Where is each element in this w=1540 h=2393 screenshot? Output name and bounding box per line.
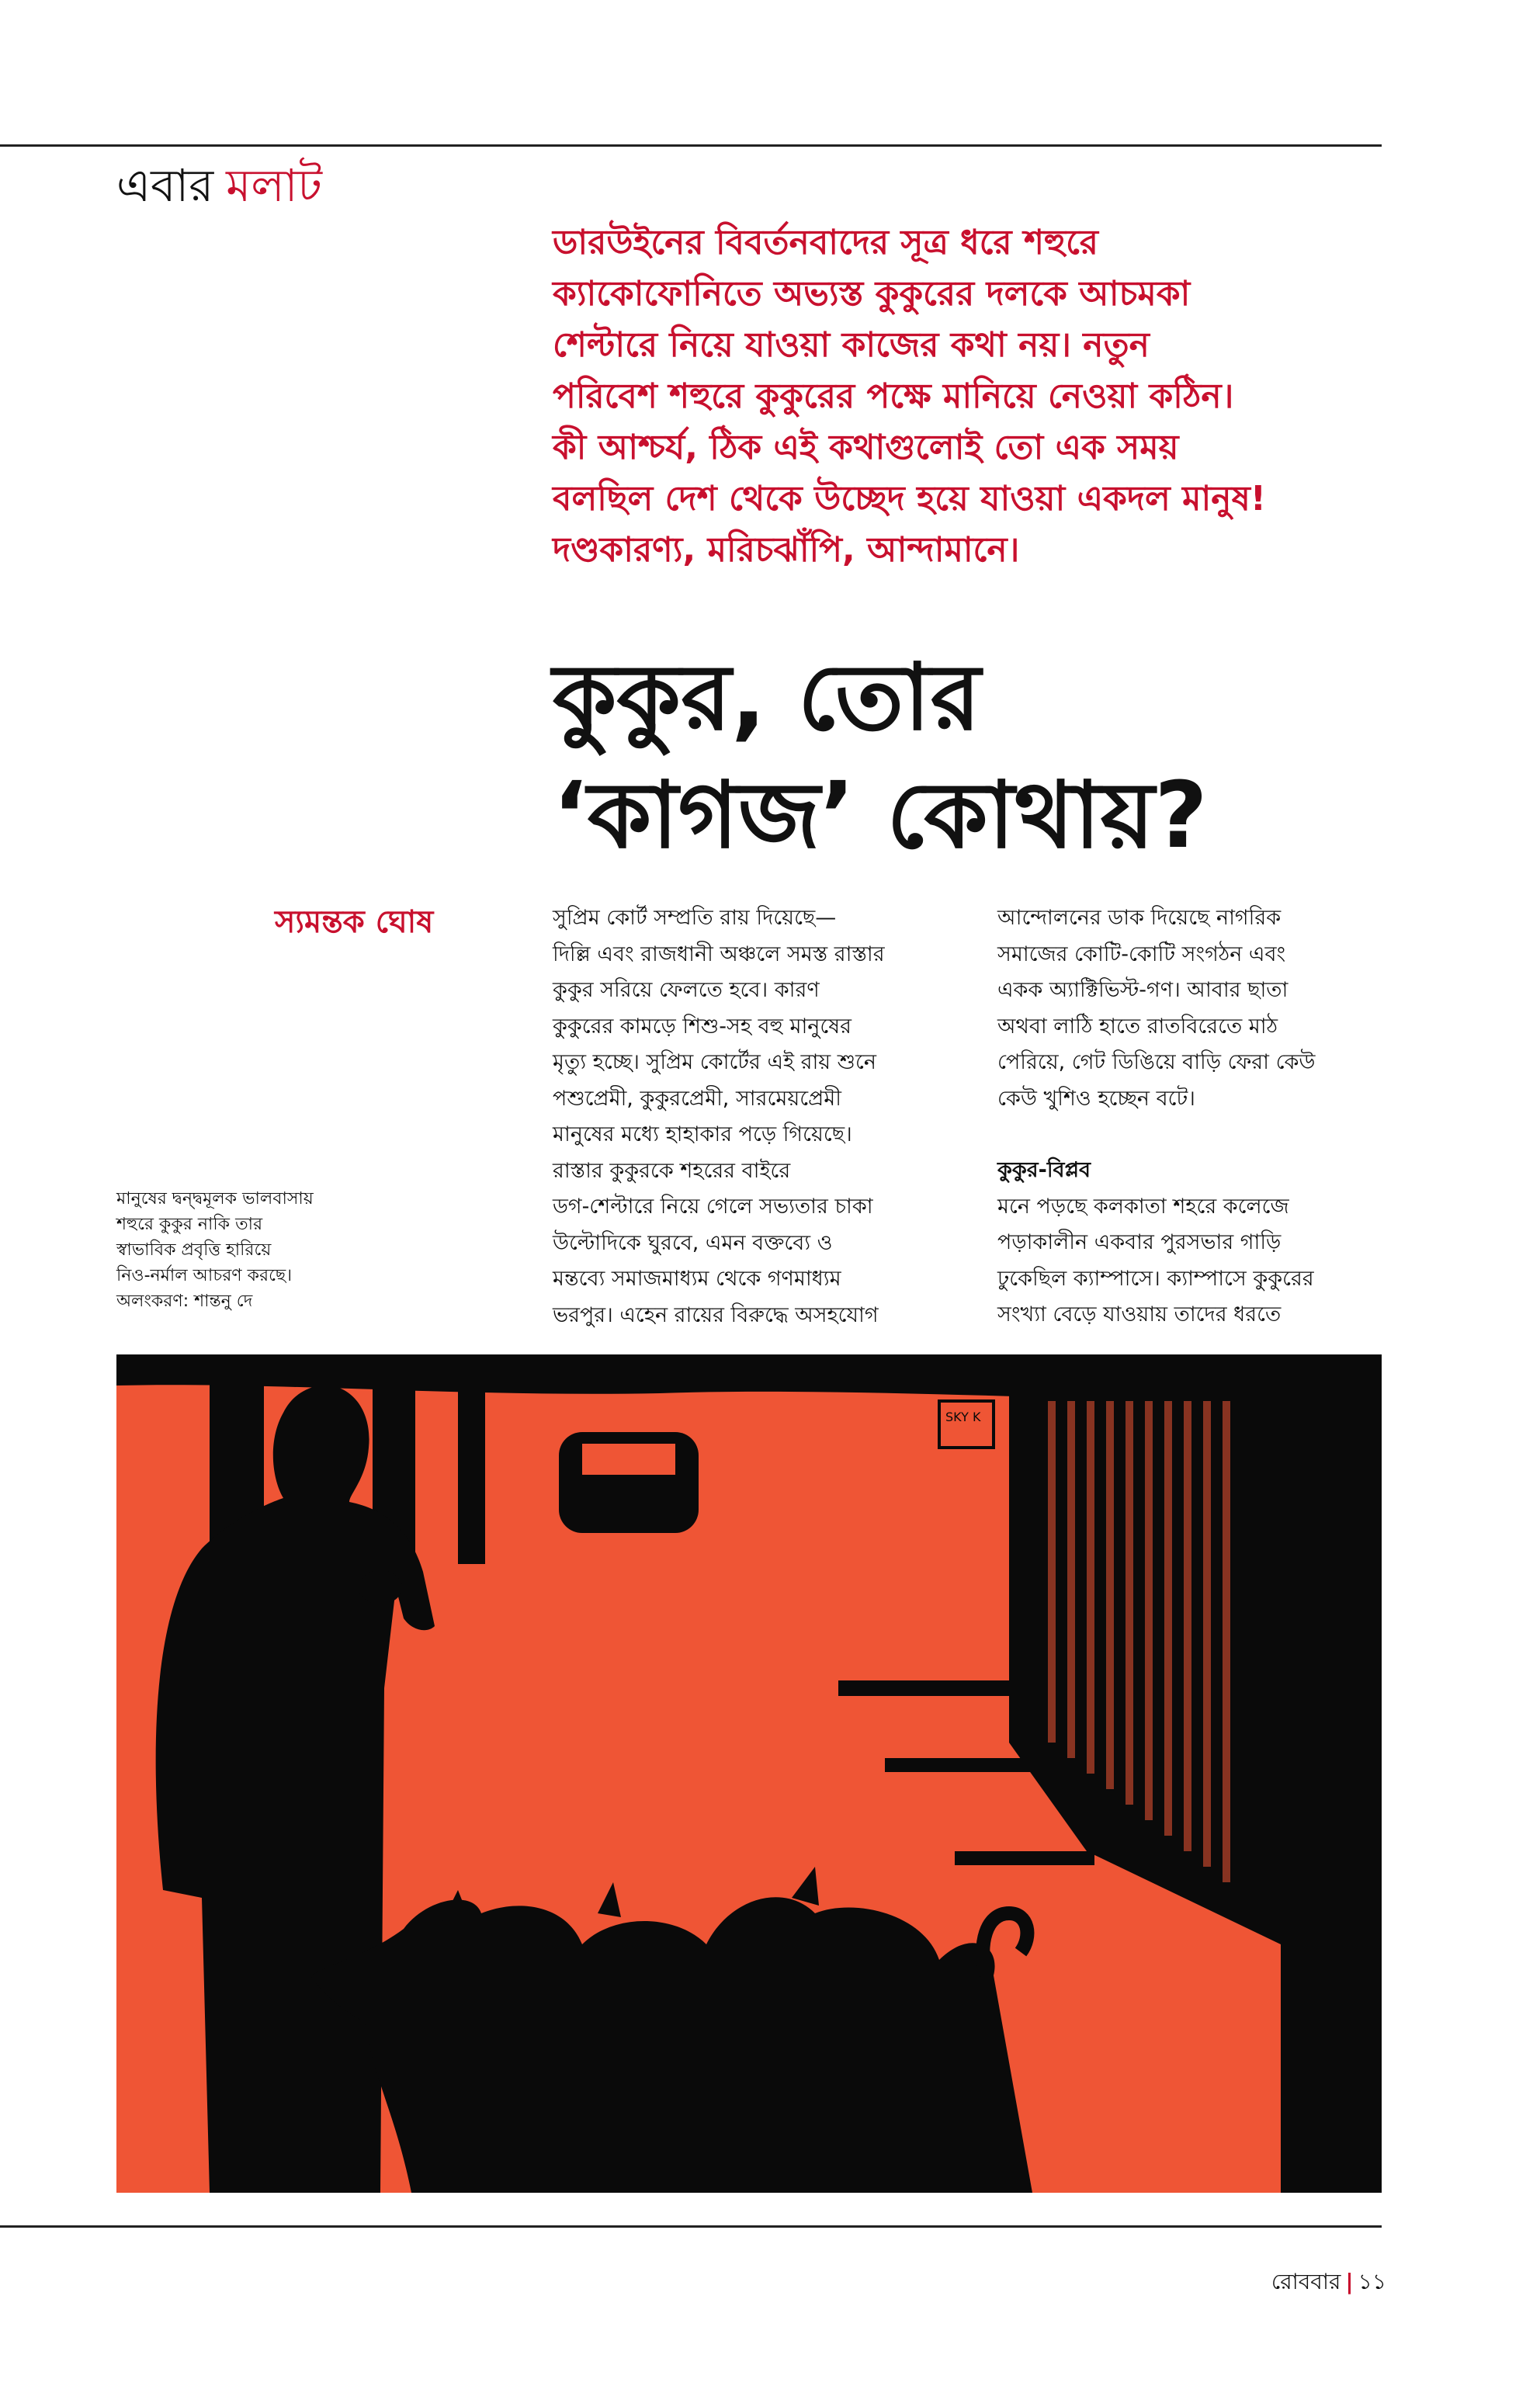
intro-line: শেল্টারে নিয়ে যাওয়া কাজের কথা নয়। নতুন: [553, 325, 1150, 365]
intro-standfirst: [553, 217, 1383, 576]
intro-line: কী আশ্চর্য, ঠিক এই কথাগুলোই তো এক সময়: [553, 428, 1179, 467]
caption-line: অলংকরণ: শান্তনু দে: [116, 1292, 253, 1311]
body-line: কুকুর সরিয়ে ফেলতে হবে। কারণ: [553, 978, 820, 1002]
caption-line: মানুষের দ্বন্দ্বমূলক ভালবাসায়: [116, 1189, 314, 1209]
intro-line: পরিবেশ শহুরে কুকুরের পক্ষে মানিয়ে নেওয়া কঠিন।: [553, 376, 1234, 416]
body-line: অথবা লাঠি হাতে রাতবিরেতে মাঠ: [997, 1014, 1278, 1039]
magazine-name: রোববার: [1271, 2269, 1341, 2294]
caption-line: নিও-নর্মাল আচরণ করছে।: [116, 1266, 293, 1285]
intro-line: ডারউইনের বিবর্তনবাদের সূত্র ধরে শহুরে: [553, 223, 1098, 262]
body-line: মন্তব্যে সমাজমাধ্যম থেকে গণমাধ্যম: [553, 1267, 841, 1291]
body-line: পড়াকালীন একবার পুরসভার গাড়ি: [997, 1230, 1282, 1254]
body-line: আন্দোলনের ডাক দিয়েছে নাগরিক: [997, 906, 1282, 930]
body-line: মৃত্যু হচ্ছে। সুপ্রিম কোর্টের এই রায় শুনে: [553, 1050, 876, 1074]
intro-line: বলছিল দেশ থেকে উচ্ছেদ হয়ে যাওয়া একদল মানুষ!: [553, 479, 1266, 518]
headline-line-1: কুকুর, তোর: [553, 643, 981, 751]
body-line: উল্টোদিকে ঘুরবে, এমন বক্তব্যে ও: [553, 1230, 833, 1255]
body-line: ডগ-শেল্টারে নিয়ে গেলে সভ্যতার চাকা: [553, 1195, 873, 1219]
page-number: ১১: [1358, 2269, 1386, 2294]
body-line: মানুষের মধ্যে হাহাকার পড়ে গিয়েছে।: [553, 1122, 852, 1146]
bottom-rule: [0, 2225, 1382, 2228]
section-label-prefix: এবার: [116, 159, 214, 212]
body-column-2: [997, 900, 1382, 1333]
footer-separator: |: [1345, 2269, 1354, 2294]
author-byline: স্যমন্তক ঘোষ: [275, 904, 434, 940]
body-column-1: [553, 900, 945, 1333]
section-label: [116, 159, 322, 213]
image-caption: [116, 1186, 373, 1314]
body-line: দিল্লি এবং রাজধানী অঞ্চলে সমস্ত রাস্তার: [553, 942, 885, 966]
cover-illustration: [116, 1354, 1382, 2193]
headline-line-2: ‘কাগজ’ কোথায়?: [553, 761, 1208, 869]
body-line: মনে পড়ছে কলকাতা শহরে কলেজে: [997, 1194, 1289, 1219]
caption-line: স্বাভাবিক প্রবৃত্তি হারিয়ে: [116, 1240, 272, 1260]
top-rule: [0, 144, 1382, 147]
intro-line: দণ্ডকারণ্য, মরিচঝাঁপি, আন্দামানে।: [553, 530, 1020, 570]
illustration-svg: [116, 1354, 1382, 2193]
intro-line: ক্যাকোফোনিতে অভ্যস্ত কুকুরের দলকে আচমকা: [553, 274, 1191, 314]
body-line: রাস্তার কুকুরকে শহরের বাইরে: [553, 1158, 791, 1183]
body-line: ভরপুর। এহেন রায়ের বিরুদ্ধে অসহযোগ: [553, 1302, 879, 1327]
body-line: ঢুকেছিল ক্যাম্পাসে। ক্যাম্পাসে কুকুরের: [997, 1266, 1314, 1291]
section-label-name: মলাট: [226, 159, 322, 212]
body-line: একক অ্যাক্টিভিস্ট-গণ। আবার ছাতা: [997, 978, 1289, 1002]
subheading: কুকুর-বিপ্লব: [997, 1158, 1091, 1182]
body-line: পশুপ্রেমী, কুকুরপ্রেমী, সারমেয়প্রেমী: [553, 1086, 841, 1111]
caption-line: শহুরে কুকুর নাকি তার: [116, 1215, 263, 1234]
body-line: পেরিয়ে, গেট ডিঙিয়ে বাড়ি ফেরা কেউ: [997, 1050, 1316, 1074]
body-line: সুপ্রিম কোর্ট সম্প্রতি রায় দিয়েছে—: [553, 906, 837, 930]
body-line: কেউ খুশিও হচ্ছেন বটে।: [997, 1086, 1195, 1111]
page-footer: [1271, 2265, 1386, 2301]
body-line: কুকুরের কামড়ে শিশু-সহ বহু মানুষের: [553, 1014, 852, 1039]
sign-text: SKY K: [945, 1410, 981, 1424]
article-headline: [553, 638, 1375, 874]
body-line: সংখ্যা বেড়ে যাওয়ায় তাদের ধরতে: [997, 1302, 1282, 1327]
body-line: সমাজের কোটি-কোটি সংগঠন এবং: [997, 942, 1286, 966]
